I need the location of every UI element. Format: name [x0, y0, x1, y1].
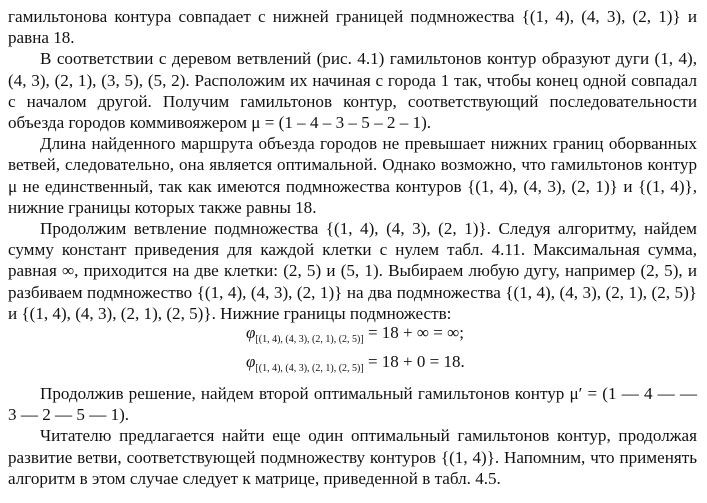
- formula-subscript: [(1, 4), (4, 3), (2, 1), (2, 5)]: [255, 363, 364, 374]
- formula-lower-bound-infinity: [246, 323, 464, 345]
- closing-paragraphs: [8, 383, 697, 489]
- paragraph-reader-exercise: Читателю предлагается найти еще один оптимальный гамильтонов контур, продолжая развитие ветви, соответствующей подмножеству контуров {(1, 4)}. Напомним, что применять алгоритм в этом случае следует к матрице, приведенной в табл. 4.5.: [8, 426, 697, 488]
- paragraph-optimality: Длина найденного маршрута объезда городов не превышает нижних границ оборванных ветвей, следовательно, она является оптимальной. Однако возможно, что гамильтонов контур μ не единственный, так как имеются подмножества контуров {(1, 4), (4, 3), (2, 1)} и {(1, 4)}, нижние границы которых также равны 18.: [8, 134, 697, 217]
- formula-rhs: = 18 + 0 = 18.: [363, 352, 465, 371]
- formula-subscript: [(1, 4), (4, 3), (2, 1), (2, 5)]: [255, 334, 364, 345]
- formula-symbol: φ: [246, 323, 256, 342]
- paragraph-second-contour: Продолжив решение, найдем второй оптимальный гамильтонов контур μ′ = (1 — 4 — — 3 — 2 — 5 — 1).: [8, 384, 697, 425]
- formula-symbol: φ: [246, 352, 256, 371]
- paragraph-branching: Продолжим ветвление подмножества {(1, 4), (4, 3), (2, 1)}. Следуя алгоритму, найдем сумму констант приведения для каждой клетки с нулем табл. 4.11. Максимальная сумма, равная ∞, приходится на две клетки: (2, 5) и (5, 1). Выбираем любую дугу, например (2, 5), и разбиваем подмножество {(1, 4), (4, 3), (2, 1)} на два подмножества {(1, 4), (4, 3), (2, 1), (2, 5)} и {(1, 4), (4, 3), (2, 1), (2, 5)}. Нижние границы подмножеств:: [8, 219, 697, 323]
- paragraph-continuation: гамильтонова контура совпадает с нижней границей подмножества {(1, 4), (4, 3), (2, 1)} и равна 18.: [8, 7, 697, 48]
- formula-lower-bound-18: [246, 352, 465, 374]
- paragraph-hamiltonian-arcs: В соответствии с деревом ветвлений (рис. 4.1) гамильтонов контур образуют дуги (1, 4), (4, 3), (2, 1), (3, 5), (5, 2). Расположим их начиная с города 1 так, чтобы конец одной совпадал с началом другой. Получим гамильтонов контур, соответствующий последовательности объезда городов коммивояжером μ = (1 – 4 – 3 – 5 – 2 – 1).: [8, 49, 697, 133]
- formula-rhs: = 18 + ∞ = ∞;: [363, 323, 464, 342]
